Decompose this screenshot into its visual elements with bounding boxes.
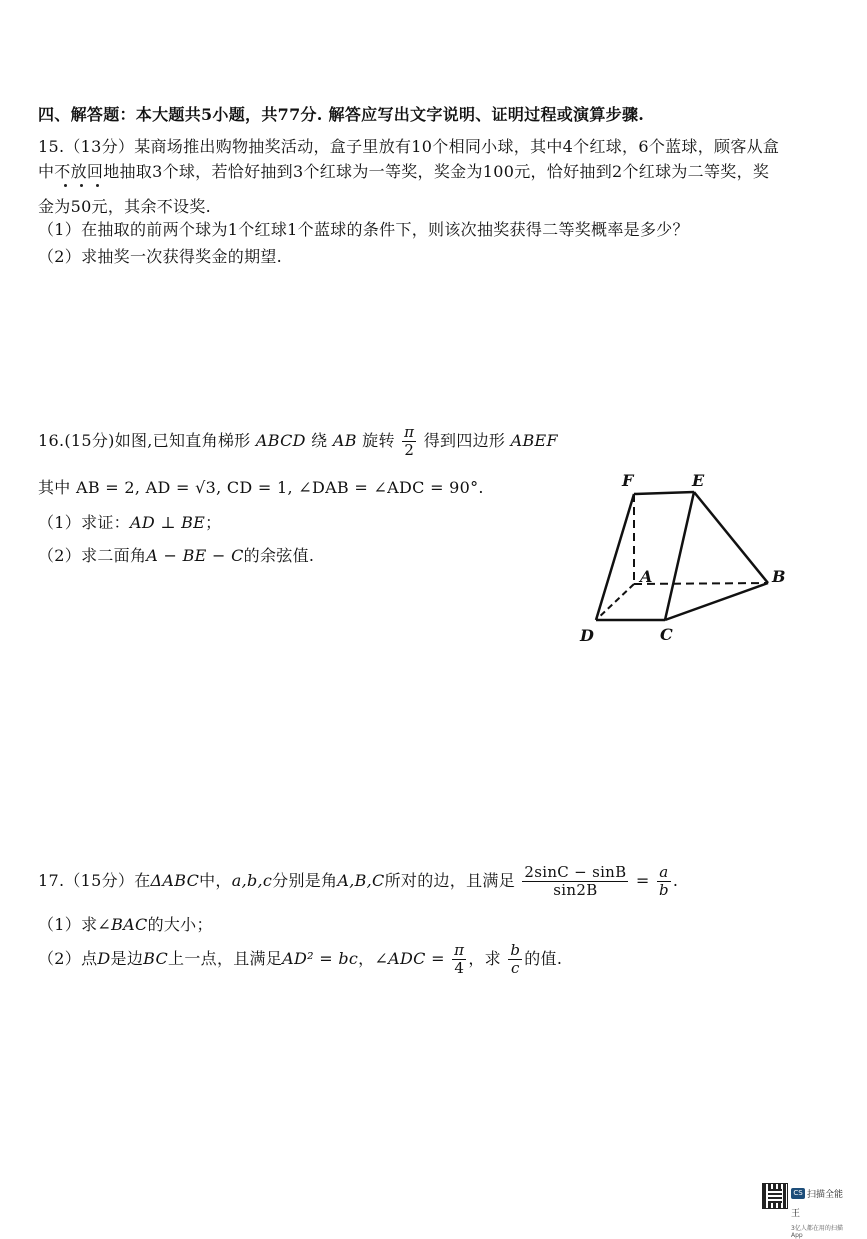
emphasis-dot: [80, 184, 83, 187]
q17-part1: （1）求∠BAC的大小；: [38, 915, 213, 934]
q15-part2: （2）求抽奖一次获得奖金的期望.: [38, 247, 283, 266]
label-E: E: [692, 471, 705, 490]
q15-line2: 中不放回地抽取3个球，若恰好抽到3个红球为一等奖，奖金为100元，恰好抽到2个红球为二等奖，奖: [38, 162, 770, 181]
q17-line1: 17.（15分）在ΔABC中，a,b,c分别是角A,B,C所对的边，且满足 $\frac{2\sin C - \sin B}{\sin 2B}$ = $\frac{a}{b}$ .: [38, 863, 679, 899]
scanner-watermark: [791, 1183, 851, 1239]
q15-line1: 15.（13分）某商场推出购物抽奖活动，盒子里放有10个相同小球，其中4个红球，6个蓝球，顾客从盒: [38, 137, 780, 156]
edge-EC: [665, 492, 694, 620]
qr-code-icon: [762, 1183, 788, 1209]
q15-line3: 金为50元，其余不设奖.: [38, 197, 212, 216]
emphasis-dot: [96, 184, 99, 187]
watermark-brand: 扫描全能王: [791, 1190, 844, 1219]
label-C: C: [660, 625, 673, 644]
edge-AB: [634, 583, 768, 584]
watermark-sub: 3亿人都在用的扫描App: [791, 1225, 843, 1239]
emphasis-dot: [64, 184, 67, 187]
section-heading: 四、解答题：本大题共5小题，共77分. 解答应写出文字说明、证明过程或演算步骤.: [38, 105, 645, 124]
q17-part2: （2）点D是边BC上一点，且满足AD² = bc，∠ADC = $\frac{\pi}{4}$ ，求 $\frac{b}{c}$ 的值.: [38, 941, 563, 977]
label-A: A: [640, 567, 653, 586]
edge-EB: [694, 492, 768, 583]
fraction-pi-over-2: $\frac{\pi}{2}$: [404, 423, 415, 459]
q16-part2: （2）求二面角A − BE − C的余弦值.: [38, 546, 315, 565]
label-F: F: [622, 471, 634, 490]
q16-line2: 其中 AB = 2, AD = √3, CD = 1, ∠DAB = ∠ADC = 90°.: [38, 478, 484, 497]
fraction-pi-over-4: $\frac{\pi}{4}$: [454, 941, 465, 977]
geometry-figure: [570, 460, 800, 660]
fraction-a-over-b: $\frac{a}{b}$: [658, 863, 669, 899]
fraction-b-over-c: $\frac{b}{c}$: [510, 941, 521, 977]
label-D: D: [580, 626, 594, 645]
camscanner-logo-icon: CS: [791, 1188, 805, 1199]
edge-FE: [634, 492, 694, 494]
fraction-sine-ratio: $\frac{2\sin C - \sin B}{\sin 2B}$: [524, 863, 627, 899]
q16-line1: 16.(15分)如图,已知直角梯形 ABCD 绕 AB 旋转 $\frac{\pi}{2}$ 得到四边形 ABEF: [38, 423, 558, 459]
label-B: B: [772, 567, 786, 586]
q16-part1: （1）求证：AD ⊥ BE；: [38, 513, 222, 532]
q15-part1: （1）在抽取的前两个球为1个红球1个蓝球的条件下，则该次抽奖获得二等奖概率是多少？: [38, 220, 689, 239]
edge-CB: [665, 583, 768, 620]
